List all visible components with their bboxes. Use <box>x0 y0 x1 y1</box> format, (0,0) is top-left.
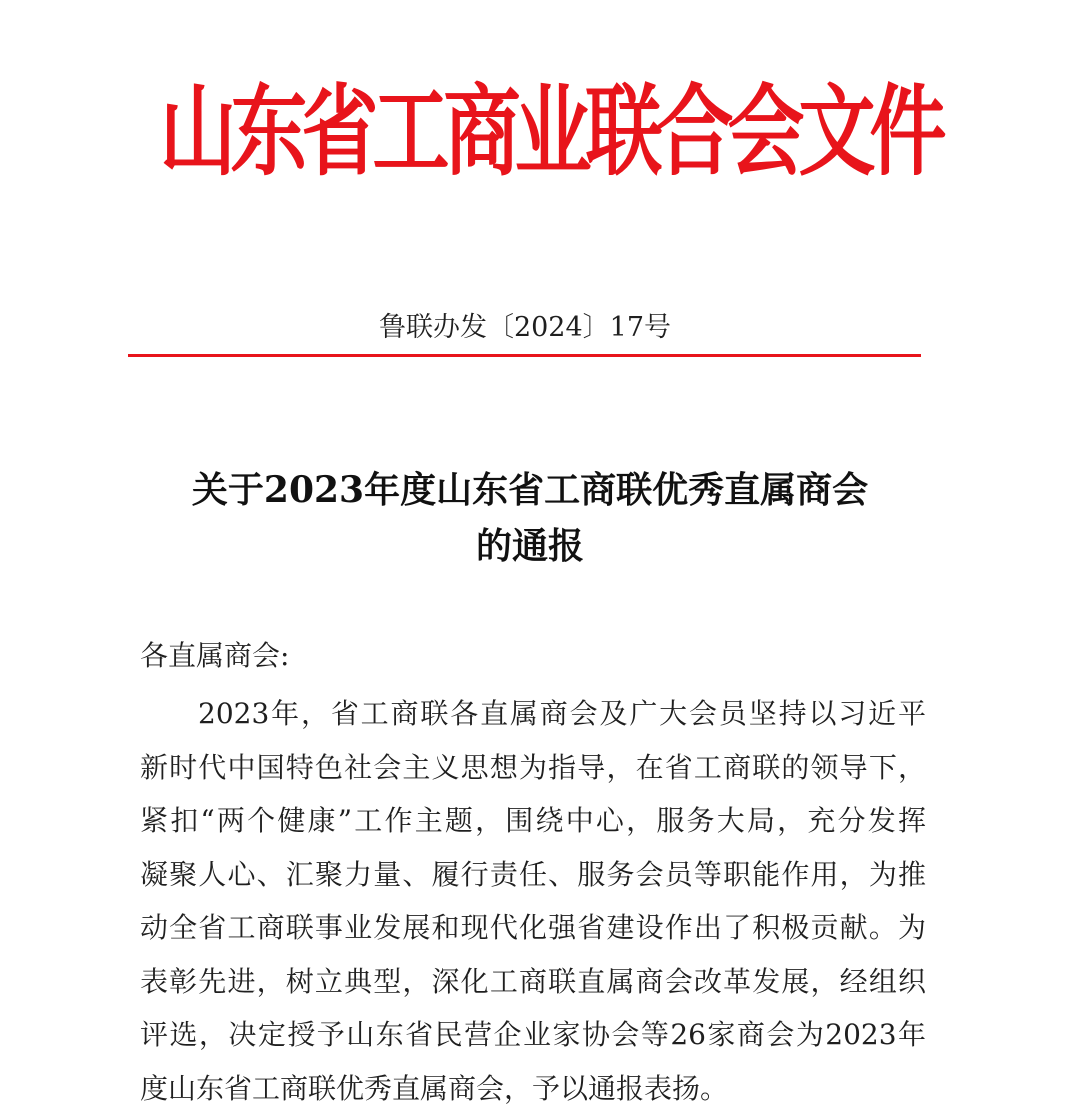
red-divider-line <box>128 354 921 357</box>
document-title-line-1: 关于2023年度山东省工商联优秀直属商会 <box>90 462 970 518</box>
body-line: 表彰先进，树立典型，深化工商联直属商会改革发展，经组织 <box>140 955 926 1009</box>
body-line: 凝聚人心、汇聚力量、履行责任、服务会员等职能作用，为推 <box>140 848 926 902</box>
body-paragraph <box>140 687 940 1115</box>
document-title-line-2: 的通报 <box>90 518 970 574</box>
document-number: 鲁联办发〔2024〕17号 <box>0 308 1050 348</box>
body-line: 紧扣“两个健康”工作主题，围绕中心，服务大局，充分发挥 <box>140 794 926 848</box>
body-line: 新时代中国特色社会主义思想为指导，在省工商联的领导下， <box>140 741 926 795</box>
body-line: 动全省工商联事业发展和现代化强省建设作出了积极贡献。为 <box>140 901 926 955</box>
body-line: 评选，决定授予山东省民营企业家协会等26家商会为2023年 <box>140 1008 926 1062</box>
body-line: 度山东省工商联优秀直属商会，予以通报表扬。 <box>140 1062 926 1115</box>
salutation: 各直属商会: <box>140 636 289 676</box>
document-title <box>90 462 970 574</box>
body-line: 2023年，省工商联各直属商会及广大会员坚持以习近平 <box>140 687 926 741</box>
document-masthead: 山东省工商业联合会文件 <box>150 42 950 221</box>
